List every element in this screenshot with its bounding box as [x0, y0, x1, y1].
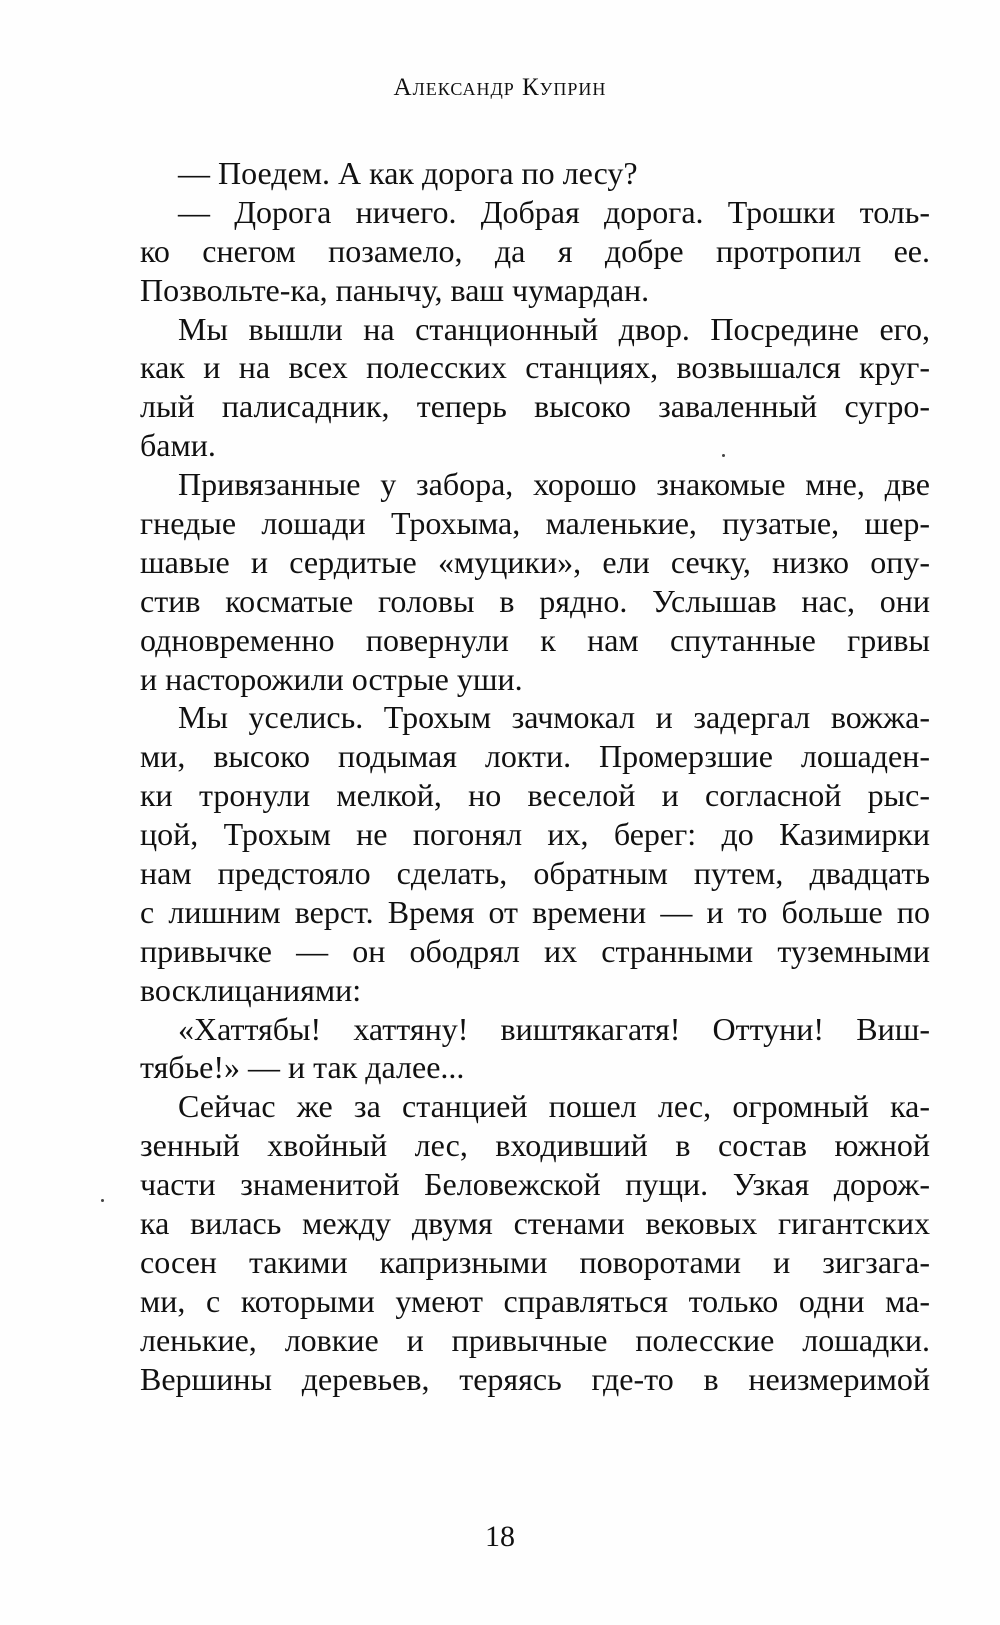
text-line: ми, высоко подымая локти. Промерзшие лошаден- [140, 738, 930, 775]
text-line: зенный хвойный лес, входивший в состав южной [140, 1127, 930, 1164]
text-line: — Дорога ничего. Добрая дорога. Трошки толь- [178, 193, 930, 230]
text-line: — Поедем. А как дорога по лесу? [178, 155, 638, 191]
print-speck [101, 1199, 104, 1202]
print-speck [722, 454, 725, 457]
text-line: ми, с которыми умеют справляться только одни ма- [140, 1282, 930, 1319]
text-line: с лишним верст. Время от времени — и то больше по [140, 893, 930, 930]
text-line: восклицаниями: [140, 971, 362, 1008]
text-line: цой, Трохым не погонял их, берег: до Казимирки [140, 816, 930, 853]
text-line: сосен такими капризными поворотами и зигзага- [140, 1243, 930, 1280]
text-line: бами. [140, 427, 216, 464]
text-line: и насторожили острые уши. [140, 660, 523, 697]
text-line: Мы вышли на станционный двор. Посредине его, [178, 310, 930, 347]
text-line: одновременно повернули к нам спутанные гривы [140, 621, 930, 658]
text-line: Сейчас же за станцией пошел лес, огромный ка- [178, 1088, 930, 1125]
text-line: Вершины деревьев, теряясь где-то в неизмеримой [140, 1360, 930, 1397]
text-line: ленькие, ловкие и привычные полесские лошадки. [140, 1321, 930, 1358]
text-line: лый палисадник, теперь высоко заваленный сугро- [140, 388, 930, 425]
text-line: как и на всех полесских станциях, возвышался круг- [140, 349, 930, 386]
text-line: Привязанные у забора, хорошо знакомые мне, две [178, 466, 930, 503]
text-line: привычке — он ободрял их странными туземными [140, 932, 930, 969]
text-line: нам предстояло сделать, обратным путем, двадцать [140, 855, 930, 892]
text-line: части знаменитой Беловежской пущи. Узкая дорож- [140, 1166, 930, 1203]
text-line: ки тронули мелкой, но веселой и согласной рыс- [140, 777, 930, 814]
text-line: тябье!» — и так далее... [140, 1049, 465, 1086]
text-line: ко снегом позамело, да я добре протропил ее. [140, 232, 930, 269]
text-line: Позвольте-ка, панычу, ваш чумардан. [140, 271, 650, 308]
text-line: стив косматые головы в рядно. Услышав нас, они [140, 582, 930, 619]
text-line: гнедые лошади Трохыма, маленькие, пузатые, шер- [140, 505, 930, 542]
page-number: 18 [485, 1520, 515, 1553]
text-line: шавые и сердитые «муцики», ели сечку, низко опу- [140, 543, 930, 580]
text-line: ка вилась между двумя стенами вековых гигантских [140, 1205, 930, 1242]
text-line: Мы уселись. Трохым зачмокал и задергал вожжа- [178, 699, 930, 736]
body-text [140, 154, 930, 1399]
text-line: «Хаттябы! хаттяну! виштякагатя! Оттуни! Виш- [178, 1010, 930, 1047]
running-head-author: Александр Куприн [393, 74, 607, 101]
